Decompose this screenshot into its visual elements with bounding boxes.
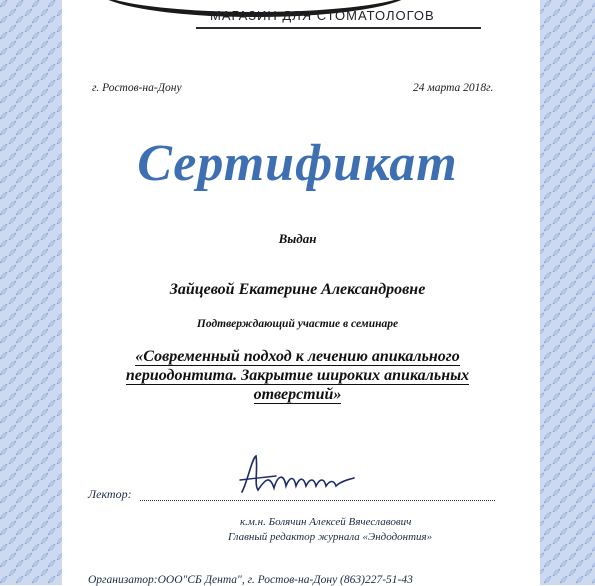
lecturer-label: Лектор: (88, 487, 132, 501)
recipient-name: Зайцевой Екатерине Александровне (169, 281, 426, 298)
seminar-line: периодонтита. Закрытие широких апикальных (125, 367, 470, 384)
lecturer-name: к.м.н. Болячин Алексей Вячеславович (240, 516, 412, 528)
city: г. Ростов-на-Дону (92, 82, 182, 94)
organizer-line: Организатор:ООО"СБ Дента", г. Ростов-на-Дону (863)227-51-43 (88, 574, 413, 586)
issue-date: 24 марта 2018г. (413, 82, 494, 94)
seminar-line: «Современный подход к лечению апикального (135, 348, 460, 365)
header-rule (196, 27, 481, 29)
shop-name: МАГАЗИН ДЛЯ СТОМАТОЛОГОВ (210, 8, 435, 23)
certificate-title: Сертификат (137, 135, 458, 192)
seminar-title (80, 347, 515, 404)
issued-label: Выдан (278, 231, 317, 246)
lecturer-signature (236, 450, 362, 500)
seminar-line: отверстий» (253, 386, 342, 403)
lecturer-role: Главный редактор журнала «Эндодонтия» (228, 531, 433, 543)
signature-line (140, 500, 495, 501)
confirmation-text: Подтверждающий участие в семинаре (196, 318, 399, 330)
